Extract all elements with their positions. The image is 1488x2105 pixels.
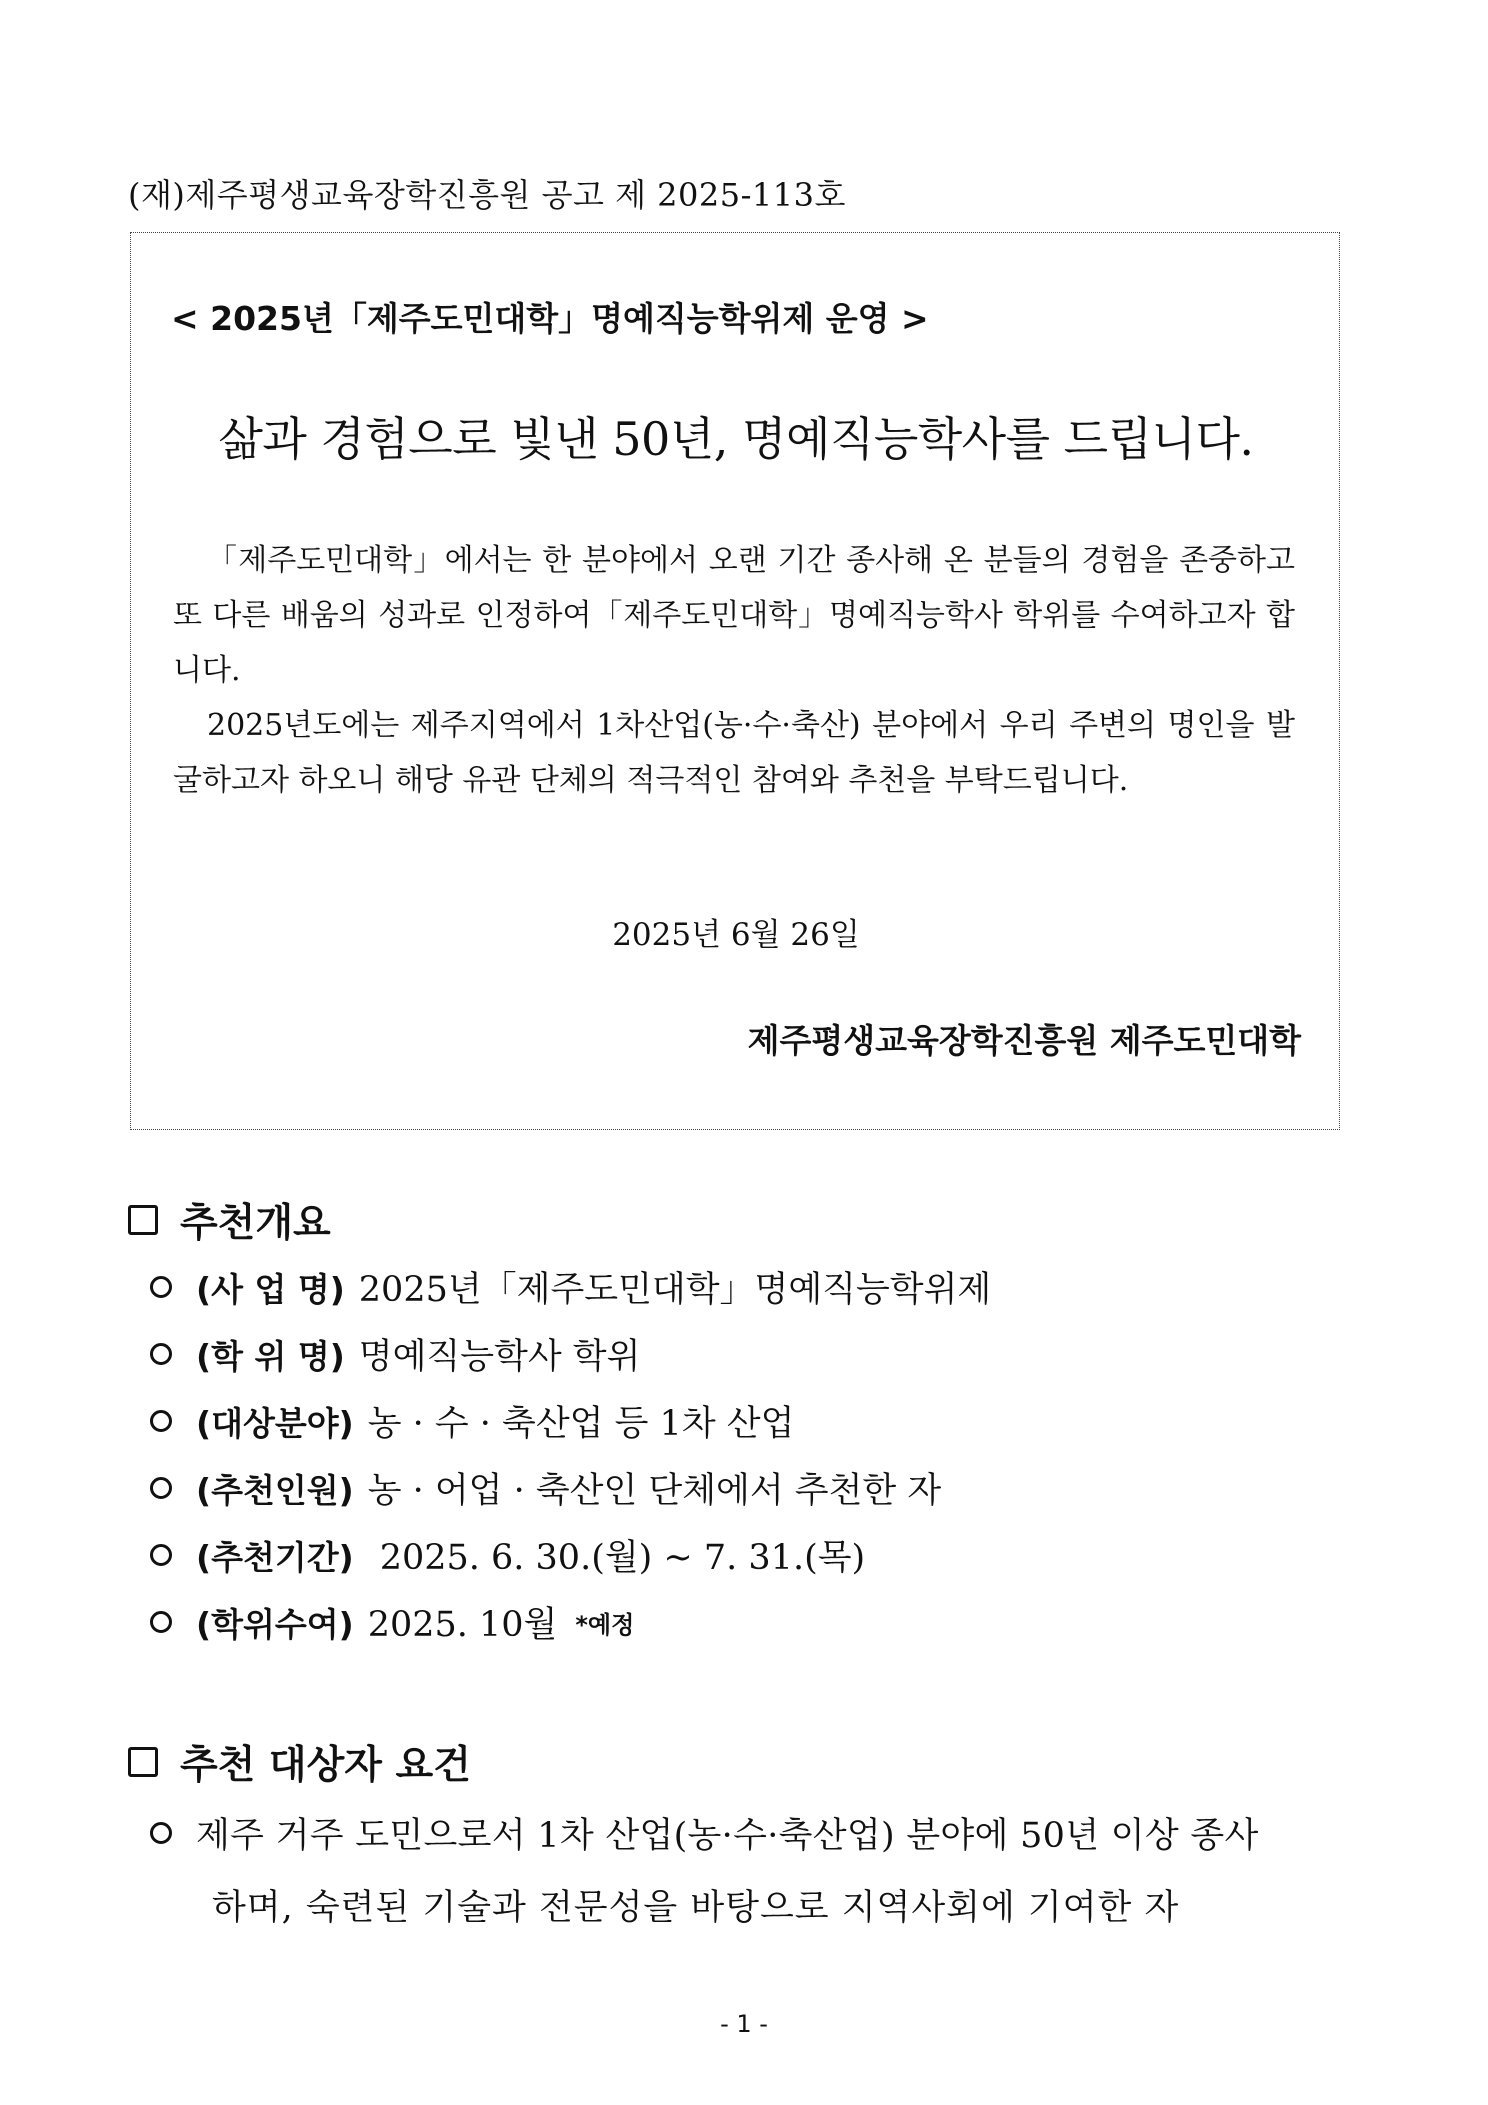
circle-bullet-icon <box>150 1822 172 1844</box>
item-value: 농 · 수 · 축산업 등 1차 산업 <box>367 1404 795 1444</box>
requirement-line-1: 제주 거주 도민으로서 1차 산업(농·수·축산업) 분야에 50년 이상 종사 <box>196 1816 1259 1856</box>
circle-bullet-icon <box>150 1544 172 1566</box>
section-heading-overview <box>128 1192 331 1248</box>
page-number: - 1 - <box>720 2010 768 2038</box>
circle-bullet-icon <box>150 1410 172 1432</box>
box-body <box>173 533 1295 808</box>
item-label: (사 업 명) <box>196 1269 345 1309</box>
box-paragraph-2: 2025년도에는 제주지역에서 1차산업(농·수·축산) 분야에서 우리 주변의 명인을 발굴하고자 하오니 해당 유관 단체의 적극적인 참여와 추천을 부탁드립니다. <box>173 708 1295 798</box>
circle-bullet-icon <box>150 1477 172 1499</box>
requirement-line-2: 하며, 숙련된 기술과 전문성을 바탕으로 지역사회에 기여한 자 <box>212 1888 1180 1928</box>
list-item <box>150 1329 640 1379</box>
section-heading-requirements <box>128 1734 471 1790</box>
list-item <box>150 1463 941 1513</box>
list-item <box>150 1530 865 1580</box>
notice-box <box>130 232 1340 1130</box>
section-title: 추천개요 <box>180 1201 331 1246</box>
box-paragraph-1: 「제주도민대학」에서는 한 분야에서 오랜 기간 종사해 온 분들의 경험을 존중하고 또 다른 배움의 성과로 인정하여「제주도민대학」명예직능학사 학위를 수여하고자 합니다. <box>173 543 1295 688</box>
item-label: (추천인원) <box>196 1470 354 1510</box>
checkbox-icon <box>128 1747 158 1777</box>
item-value: 2025년「제주도민대학」명예직능학위제 <box>358 1270 992 1310</box>
item-value: 2025. 6. 30.(월) ~ 7. 31.(목) <box>379 1538 866 1578</box>
item-note: *예정 <box>575 1610 635 1639</box>
requirement-item <box>150 1808 1370 1930</box>
circle-bullet-icon <box>150 1343 172 1365</box>
circle-bullet-icon <box>150 1276 172 1298</box>
item-label: (추천기간) <box>196 1537 354 1577</box>
item-label: (학위수여) <box>196 1604 354 1644</box>
checkbox-icon <box>128 1205 158 1235</box>
box-issuer: 제주평생교육장학진흥원 제주도민대학 <box>747 1021 1301 1060</box>
list-item <box>150 1597 634 1647</box>
item-value: 명예직능학사 학위 <box>358 1337 641 1377</box>
box-headline: 삶과 경험으로 빛낸 50년, 명예직능학사를 드립니다. <box>218 412 1254 466</box>
item-value: 농 · 어업 · 축산인 단체에서 추천한 자 <box>367 1471 942 1511</box>
box-subtitle: < 2025년「제주도민대학」명예직능학위제 운영 > <box>171 299 929 338</box>
circle-bullet-icon <box>150 1611 172 1633</box>
section-title: 추천 대상자 요건 <box>180 1743 471 1788</box>
notice-number: (재)제주평생교육장학진흥원 공고 제 2025-113호 <box>128 176 846 214</box>
item-label: (학 위 명) <box>196 1336 345 1376</box>
box-date: 2025년 6월 26일 <box>612 917 860 953</box>
item-value: 2025. 10월 <box>367 1605 558 1645</box>
item-label: (대상분야) <box>196 1403 354 1443</box>
list-item <box>150 1262 991 1312</box>
list-item <box>150 1396 794 1446</box>
